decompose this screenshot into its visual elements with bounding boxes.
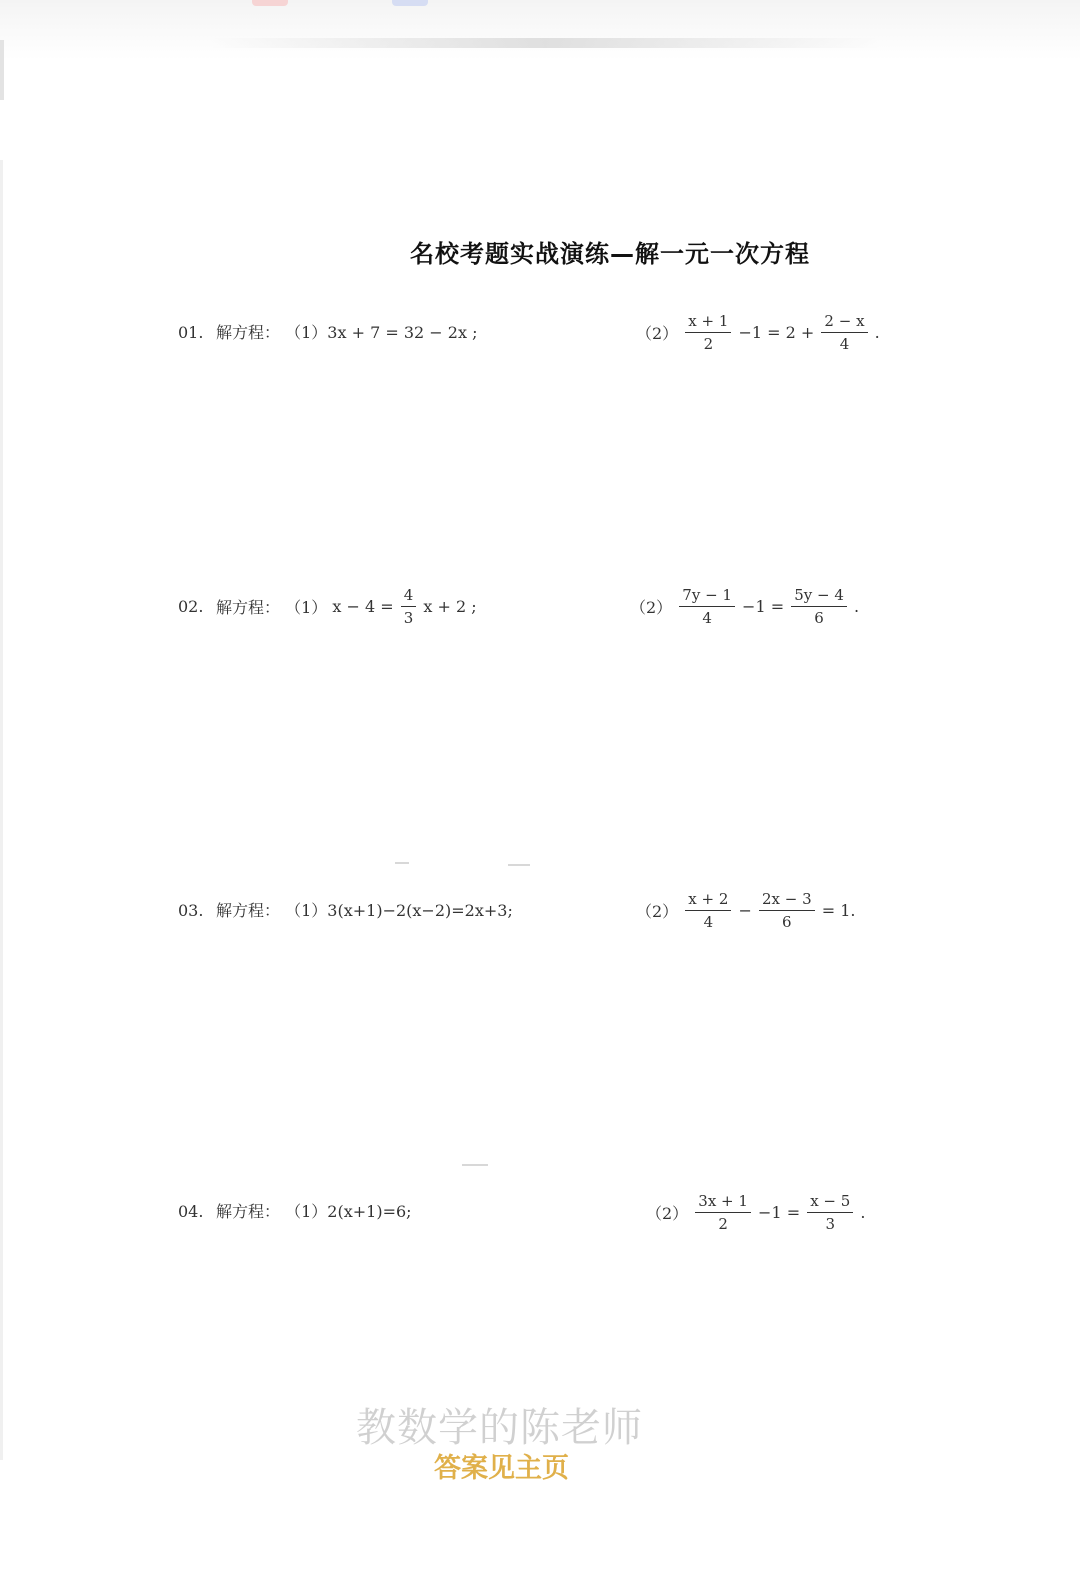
numerator: x − 5 — [807, 1192, 853, 1213]
numerator: 7y − 1 — [679, 586, 735, 607]
scan-speck — [508, 864, 530, 866]
numerator: x + 2 — [685, 890, 731, 911]
answer-note: 答案见主页 — [434, 1453, 569, 1484]
terminator: . — [874, 323, 880, 342]
numerator: 4 — [401, 586, 417, 607]
part1-label: （1） — [285, 1202, 328, 1221]
problem-prompt: 解方程： — [216, 598, 281, 617]
fraction — [807, 1192, 853, 1233]
operator: −1 = 2 + — [738, 323, 815, 342]
problem-02-part2 — [630, 586, 859, 627]
denominator: 3 — [403, 609, 414, 627]
denominator: 6 — [782, 913, 792, 931]
fraction — [791, 586, 847, 627]
numerator: 3x + 1 — [695, 1192, 751, 1213]
fraction — [401, 586, 417, 627]
problem-number: 04. — [178, 1202, 204, 1221]
problem-prompt: 解方程： — [216, 323, 281, 342]
terminator: = 1. — [821, 901, 856, 920]
problem-number: 03. — [178, 901, 204, 920]
numerator: 5y − 4 — [791, 586, 847, 607]
part1-rhs: x + 2 ; — [423, 597, 477, 616]
page-title: 名校考题实战演练—解一元一次方程 — [410, 240, 810, 268]
fraction — [695, 1192, 751, 1233]
problem-01-part2 — [636, 312, 880, 353]
problem-04-part2 — [646, 1192, 866, 1233]
author-watermark: 教数学的陈老师 — [356, 1405, 643, 1451]
part1-equation: 3(x+1)−2(x−2)=2x+3; — [327, 901, 513, 920]
operator: −1 = — [758, 1203, 801, 1222]
problem-prompt: 解方程： — [216, 901, 281, 920]
scan-speck — [462, 1164, 488, 1166]
operator: −1 = — [742, 597, 785, 616]
denominator: 2 — [718, 1215, 728, 1233]
header-smudge — [210, 38, 880, 48]
denominator: 3 — [825, 1215, 836, 1233]
fraction — [685, 890, 731, 931]
denominator: 6 — [814, 609, 824, 627]
denominator: 4 — [703, 913, 714, 931]
fraction — [821, 312, 867, 353]
part2-label: （2） — [636, 324, 679, 343]
part2-label: （2） — [630, 598, 673, 617]
terminator: . — [860, 1203, 866, 1222]
header-mark-blue — [392, 0, 428, 6]
problem-number: 01. — [178, 323, 204, 342]
part2-label: （2） — [636, 902, 679, 921]
denominator: 2 — [703, 335, 714, 353]
page-edge — [0, 40, 4, 100]
problem-01 — [178, 320, 477, 343]
numerator: 2x − 3 — [759, 890, 815, 911]
numerator: x + 1 — [685, 312, 731, 333]
problem-03 — [178, 898, 513, 921]
part1-equation: 3x + 7 = 32 − 2x ; — [327, 323, 478, 342]
part1-label: （1） — [285, 598, 328, 617]
numerator: 2 − x — [821, 312, 867, 333]
top-header-strip — [0, 0, 1080, 60]
fraction — [759, 890, 815, 931]
part1-equation: 2(x+1)=6; — [327, 1202, 412, 1221]
fraction — [679, 586, 735, 627]
problem-03-part2 — [636, 890, 856, 931]
fraction — [685, 312, 731, 353]
problem-prompt: 解方程： — [216, 1202, 281, 1221]
problem-number: 02. — [178, 597, 204, 616]
part1-label: （1） — [285, 323, 328, 342]
terminator: . — [853, 597, 860, 616]
part1-lhs: x − 4 = — [332, 597, 394, 616]
part1-label: （1） — [285, 901, 328, 920]
problem-04 — [178, 1199, 412, 1222]
problem-02 — [178, 586, 477, 627]
denominator: 4 — [839, 335, 850, 353]
header-mark-red — [252, 0, 288, 6]
page-edge — [0, 160, 3, 1460]
denominator: 4 — [702, 609, 712, 627]
scan-speck — [395, 862, 409, 864]
operator: − — [738, 901, 752, 920]
part2-label: （2） — [646, 1204, 689, 1223]
